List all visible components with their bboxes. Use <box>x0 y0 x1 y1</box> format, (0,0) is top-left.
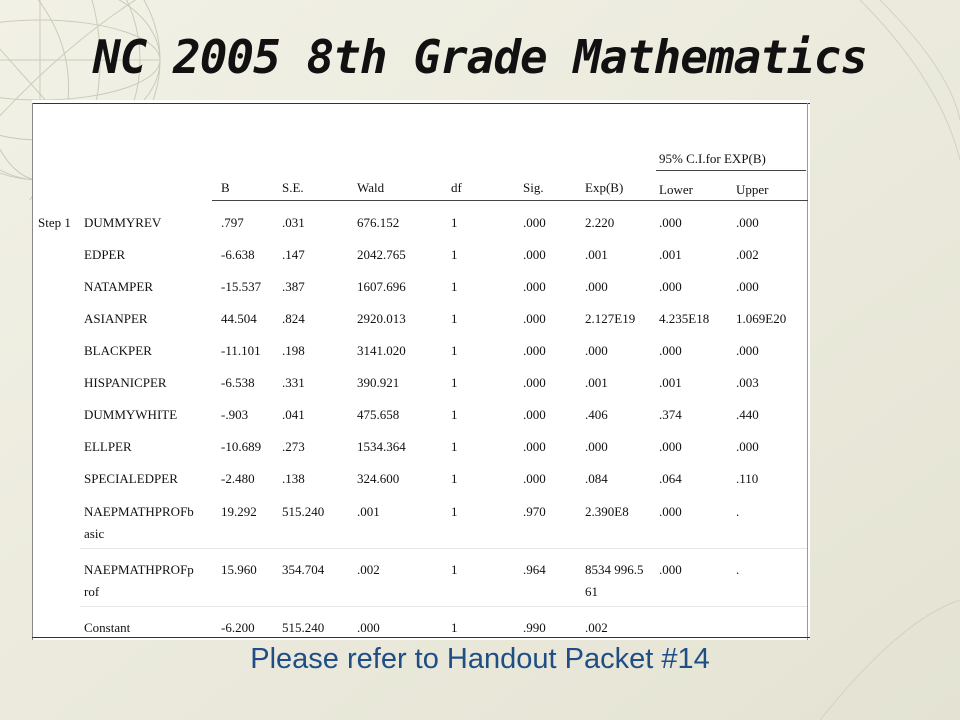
ci-header-underline <box>656 170 806 171</box>
row-sig-value: .000 <box>523 279 546 294</box>
row-wald-value: 3141.020 <box>357 343 406 358</box>
row-df-value: 1 <box>451 504 458 519</box>
row-se-value: .147 <box>282 247 305 262</box>
row-se-value: .198 <box>282 343 305 358</box>
handout-reference: Please refer to Handout Packet #14 <box>250 643 710 675</box>
row-upper-value: .003 <box>736 375 759 390</box>
col-header-se: S.E. <box>282 180 304 195</box>
row-se-value: .031 <box>282 215 305 230</box>
row-df-value: 1 <box>451 620 458 635</box>
header-bottom-rule <box>212 200 808 201</box>
row-separator <box>80 606 807 607</box>
row-se-value: .387 <box>282 279 305 294</box>
row-upper-value: .110 <box>736 471 759 486</box>
row-lower-value: .000 <box>659 562 682 577</box>
row-sig-value: .000 <box>523 471 546 486</box>
row-sig-value: .000 <box>523 375 546 390</box>
row-expb-value: .002 <box>585 620 608 635</box>
row-variable-name: ELLPER <box>84 439 132 454</box>
row-variable-name: HISPANICPER <box>84 375 167 390</box>
row-expb-value: .000 <box>585 279 608 294</box>
col-header-df: df <box>451 180 462 195</box>
row-wald-value: 390.921 <box>357 375 400 390</box>
row-variable-name: BLACKPER <box>84 343 152 358</box>
row-lower-value: .064 <box>659 471 682 486</box>
row-upper-value: .000 <box>736 439 759 454</box>
row-b-value: -2.480 <box>221 471 255 486</box>
row-variable-name: Constant <box>84 620 131 635</box>
row-df-value: 1 <box>451 247 458 262</box>
row-variable-name: DUMMYREV <box>84 215 162 230</box>
row-upper-value: .440 <box>736 407 759 422</box>
row-wald-value: 2920.013 <box>357 311 406 326</box>
row-df-value: 1 <box>451 471 458 486</box>
row-b-value: -6.200 <box>221 620 255 635</box>
row-b-value: .797 <box>221 215 244 230</box>
col-header-expb: Exp(B) <box>585 180 624 195</box>
col-header-b: B <box>221 180 230 195</box>
row-expb-value: 61 <box>585 584 598 599</box>
row-se-value: .138 <box>282 471 305 486</box>
row-expb-value: .000 <box>585 343 608 358</box>
row-expb-value: .000 <box>585 439 608 454</box>
row-lower-value: .001 <box>659 247 682 262</box>
row-b-value: 19.292 <box>221 504 257 519</box>
row-b-value: 15.960 <box>221 562 257 577</box>
row-lower-value: 4.235E18 <box>659 311 710 326</box>
col-header-lower: Lower <box>659 182 693 197</box>
row-sig-value: .000 <box>523 439 546 454</box>
row-upper-value: 1.069E20 <box>736 311 787 326</box>
row-b-value: -.903 <box>221 407 249 422</box>
col-header-upper: Upper <box>736 182 769 197</box>
row-sig-value: .990 <box>523 620 546 635</box>
row-se-value: .824 <box>282 311 305 326</box>
row-b-value: -15.537 <box>221 279 262 294</box>
ci-header: 95% C.I.for EXP(B) <box>659 151 766 166</box>
row-upper-value: .000 <box>736 279 759 294</box>
row-upper-value: . <box>736 504 740 519</box>
row-df-value: 1 <box>451 311 458 326</box>
row-upper-value: .000 <box>736 343 759 358</box>
row-variable-name: NAEPMATHPROFb <box>84 504 194 519</box>
row-se-value: 515.240 <box>282 620 325 635</box>
row-se-value: 515.240 <box>282 504 325 519</box>
row-expb-value: 8534 996.5 <box>585 562 644 577</box>
row-upper-value: . <box>736 562 740 577</box>
row-variable-name: NAEPMATHPROFp <box>84 562 194 577</box>
col-header-sig: Sig. <box>523 180 544 195</box>
step-label: Step 1 <box>38 215 71 230</box>
row-df-value: 1 <box>451 343 458 358</box>
row-wald-value: 475.658 <box>357 407 400 422</box>
row-variable-name: asic <box>84 526 105 541</box>
row-df-value: 1 <box>451 375 458 390</box>
row-sig-value: .000 <box>523 215 546 230</box>
row-sig-value: .000 <box>523 311 546 326</box>
row-b-value: -6.638 <box>221 247 255 262</box>
row-variable-name: SPECIALEDPER <box>84 471 178 486</box>
regression-table-panel <box>32 100 810 640</box>
row-lower-value: .001 <box>659 375 682 390</box>
row-variable-name: rof <box>84 584 100 599</box>
row-separator <box>80 548 807 549</box>
row-wald-value: 324.600 <box>357 471 400 486</box>
row-lower-value: .000 <box>659 504 682 519</box>
row-lower-value: .000 <box>659 343 682 358</box>
row-se-value: .331 <box>282 375 305 390</box>
row-sig-value: .000 <box>523 407 546 422</box>
row-wald-value: 2042.765 <box>357 247 406 262</box>
row-se-value: 354.704 <box>282 562 325 577</box>
row-b-value: -10.689 <box>221 439 262 454</box>
row-df-value: 1 <box>451 439 458 454</box>
row-expb-value: .084 <box>585 471 608 486</box>
row-df-value: 1 <box>451 407 458 422</box>
row-variable-name: ASIANPER <box>84 311 148 326</box>
slide-title: NC 2005 8th Grade Mathematics <box>92 30 868 84</box>
logistic-regression-table <box>32 100 810 640</box>
row-variable-name: NATAMPER <box>84 279 154 294</box>
row-wald-value: 676.152 <box>357 215 400 230</box>
row-df-value: 1 <box>451 562 458 577</box>
row-wald-value: 1607.696 <box>357 279 406 294</box>
row-sig-value: .000 <box>523 343 546 358</box>
row-wald-value: 1534.364 <box>357 439 406 454</box>
row-expb-value: 2.127E19 <box>585 311 636 326</box>
row-wald-value: .002 <box>357 562 380 577</box>
row-wald-value: .000 <box>357 620 380 635</box>
row-b-value: -11.101 <box>221 343 261 358</box>
row-df-value: 1 <box>451 279 458 294</box>
row-expb-value: .406 <box>585 407 608 422</box>
row-lower-value: .000 <box>659 439 682 454</box>
row-expb-value: .001 <box>585 247 608 262</box>
row-b-value: 44.504 <box>221 311 257 326</box>
row-lower-value: .000 <box>659 215 682 230</box>
row-sig-value: .000 <box>523 247 546 262</box>
row-expb-value: 2.390E8 <box>585 504 629 519</box>
row-expb-value: .001 <box>585 375 608 390</box>
row-sig-value: .964 <box>523 562 546 577</box>
row-se-value: .273 <box>282 439 305 454</box>
row-lower-value: .374 <box>659 407 682 422</box>
row-expb-value: 2.220 <box>585 215 615 230</box>
row-wald-value: .001 <box>357 504 380 519</box>
row-variable-name: DUMMYWHITE <box>84 407 178 422</box>
row-upper-value: .000 <box>736 215 759 230</box>
row-se-value: .041 <box>282 407 305 422</box>
row-variable-name: EDPER <box>84 247 126 262</box>
row-upper-value: .002 <box>736 247 759 262</box>
row-b-value: -6.538 <box>221 375 255 390</box>
col-header-wald: Wald <box>357 180 385 195</box>
row-df-value: 1 <box>451 215 458 230</box>
row-lower-value: .000 <box>659 279 682 294</box>
row-sig-value: .970 <box>523 504 546 519</box>
